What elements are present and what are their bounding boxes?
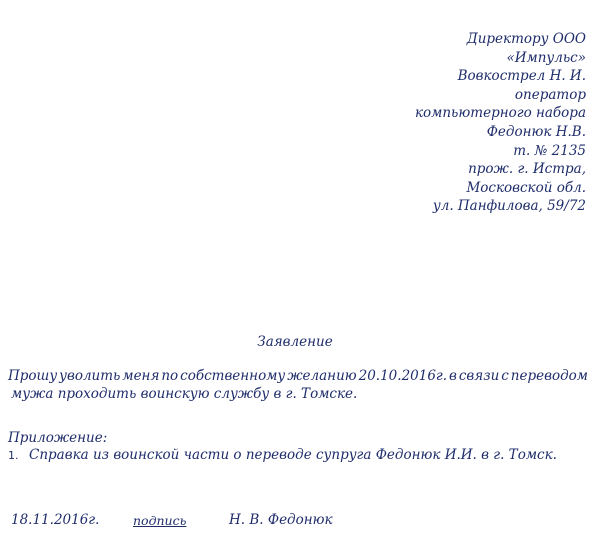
signature-name: Н. В. Федонюк xyxy=(229,512,333,528)
statement-line-2: мужа проходить воинскую службу в г. Томске. xyxy=(11,386,358,402)
statement-word: связи xyxy=(458,368,500,384)
document-title: Заявление xyxy=(257,334,333,350)
statement-body xyxy=(8,367,588,403)
addressee-line: т. № 2135 xyxy=(513,142,586,159)
statement-word: в xyxy=(449,368,457,384)
addressee-line: Директору ООО xyxy=(466,31,586,47)
addressee-line: Вовкострел Н. И. xyxy=(457,68,586,85)
attachment-text: Справка из воинской части о переводе супруга Федонюк И.И. в г. Томск. xyxy=(29,447,557,463)
statement-word: переводом xyxy=(510,368,588,384)
attachments-title: Приложение: xyxy=(8,430,108,446)
statement-line-1 xyxy=(8,367,588,385)
addressee-line: Московской обл. xyxy=(466,179,586,196)
signature-date: 18.11.2016г. xyxy=(11,512,100,528)
statement-date: 20.10.2016г. xyxy=(358,368,448,384)
addressee-block xyxy=(415,30,586,216)
attachment-item xyxy=(8,447,557,463)
addressee-line: компьютерного набора xyxy=(414,105,586,122)
statement-word: меня xyxy=(122,368,160,384)
addressee-line: ул. Панфилова, 59/72 xyxy=(432,198,586,215)
addressee-line: «Импульс» xyxy=(506,49,586,66)
attachment-number: 1. xyxy=(8,449,19,462)
statement-word: с xyxy=(501,368,509,384)
statement-word: по xyxy=(161,368,179,384)
addressee-line: оператор xyxy=(514,86,586,103)
signature-label: подпись xyxy=(133,513,187,528)
statement-word: уволить xyxy=(59,368,121,384)
addressee-line: прож. г. Истра, xyxy=(468,161,586,178)
statement-word: Прошу xyxy=(8,368,58,384)
addressee-line: Федонюк Н.В. xyxy=(486,123,586,140)
statement-word: собственному xyxy=(180,368,286,384)
statement-word: желанию xyxy=(287,368,357,384)
